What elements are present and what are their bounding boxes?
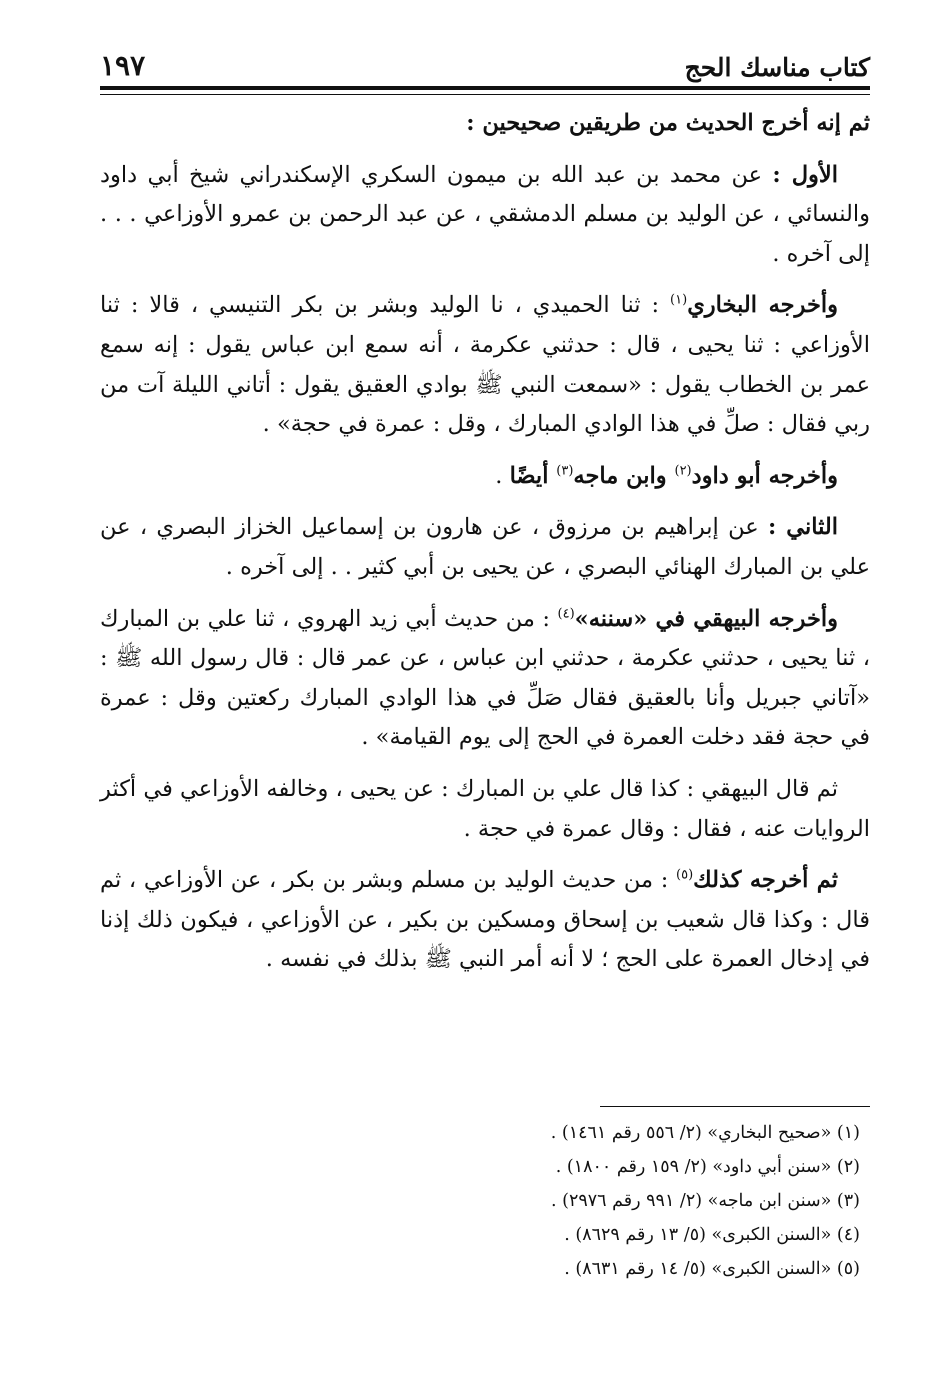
paragraph <box>100 770 870 849</box>
paragraph-lead: وأخرجه البخاري <box>687 292 838 319</box>
footnote-marker: (٥) <box>676 867 694 883</box>
footnote-item: (٥) «السنن الكبرى» (٥/ ١٤ رقم ٨٦٣١) . <box>564 1259 860 1279</box>
paragraph <box>100 104 870 144</box>
footnote-marker: (٣) <box>556 463 574 479</box>
paragraph-lead: وأخرجه أبو داود <box>691 462 838 489</box>
paragraph-text: عن إبراهيم بن مرزوق ، عن هارون بن إسماعيل الخزاز البصري ، عن علي بن المبارك الهنائي البصري ، عن يحيى بن أبي كثير . . إلى آخره . <box>100 514 870 580</box>
paragraph-text: : من حديث أبي زيد الهروي ، ثنا علي بن المبارك ، ثنا يحيى ، حدثني عكرمة ، حدثني ابن عباس ، عن عمر قال : قال رسول الله ﷺ : «آتاني جبريل وأنا بالعقيق فقال صَلِّ في هذا الوادي المبارك ركعتين وقل : عمرة في حجة فقد دخلت العمرة في الحج إلى يوم القيامة» . <box>100 605 870 751</box>
footnote-marker: (٢) <box>674 463 692 479</box>
paragraph <box>100 508 870 587</box>
footnote-item: (٢) «سنن أبي داود» (٢/ ١٥٩ رقم ١٨٠٠) . <box>555 1157 860 1177</box>
page-header <box>100 30 870 82</box>
paragraph-lead: أيضًا <box>509 462 557 489</box>
running-head: كتاب مناسك الحج <box>684 53 870 82</box>
paragraph-lead: ثم أخرجه كذلك <box>693 867 838 894</box>
paragraph-text: : من حديث الوليد بن مسلم وبشر بن بكر ، عن الأوزاعي ، ثم قال : وكذا قال شعيب بن إسحاق ومسكين بن بكير ، عن الأوزاعي ، فيكون ذلك إذنا في إدخال العمرة على الحج ؛ لا أنه أمر النبي ﷺ بذلك في نفسه . <box>100 867 870 973</box>
main-text <box>100 104 870 992</box>
paragraph <box>100 457 870 497</box>
footnote-marker: (٤) <box>557 606 575 622</box>
paragraph-lead: وأخرجه البيهقي في «سننه» <box>574 605 838 632</box>
paragraph-text: ثم قال البيهقي : كذا قال علي بن المبارك : عن يحيى ، وخالفه الأوزاعي في أكثر الروايات عنه ، فقال : وقال عمرة في حجة . <box>100 775 870 842</box>
paragraph-lead: الثاني : <box>767 514 838 541</box>
footnote-item: (١) «صحيح البخاري» (٢/ ٥٥٦ رقم ١٤٦١) . <box>550 1123 860 1143</box>
paragraph <box>100 156 870 275</box>
paragraph <box>100 286 870 444</box>
footnote-separator <box>600 1106 870 1107</box>
header-rule-thick <box>100 86 870 90</box>
paragraph-lead: الأول : <box>772 161 838 188</box>
page-number: ١٩٧ <box>100 49 146 82</box>
paragraph-text: عن محمد بن عبد الله بن ميمون السكري الإسكندراني شيخ أبي داود والنسائي ، عن الوليد بن مسلم الدمشقي ، عن عبد الرحمن بن عمرو الأوزاعي . . . إلى آخره . <box>100 161 870 267</box>
paragraph-lead: وابن ماجه <box>573 462 675 489</box>
paragraph-lead: ثم إنه أخرج الحديث من طريقين صحيحين : <box>466 110 870 136</box>
paragraph-text: : ثنا الحميدي ، نا الوليد وبشر بن بكر التنيسي ، قالا : ثنا الأوزاعي : ثنا يحيى ، قال : حدثني عكرمة ، أنه سمع ابن عباس يقول : إنه سمع عمر بن الخطاب يقول : «سمعت النبي ﷺ بوادي العقيق يقول : أتاني الليلة آت من ربي فقال : صلِّ في هذا الوادي المبارك ، وقل : عمرة في حجة» . <box>100 292 870 438</box>
paragraph <box>100 600 870 758</box>
header-rule-thin <box>100 94 870 95</box>
paragraph <box>100 861 870 980</box>
footnote-marker: (١) <box>670 292 688 308</box>
footnote-item: (٣) «سنن ابن ماجه» (٢/ ٩٩١ رقم ٢٩٧٦) . <box>550 1191 860 1211</box>
paragraph-text: . <box>495 462 510 489</box>
footnotes-list <box>100 1116 860 1286</box>
footnote-item: (٤) «السنن الكبرى» (٥/ ١٣ رقم ٨٦٢٩) . <box>564 1225 860 1245</box>
